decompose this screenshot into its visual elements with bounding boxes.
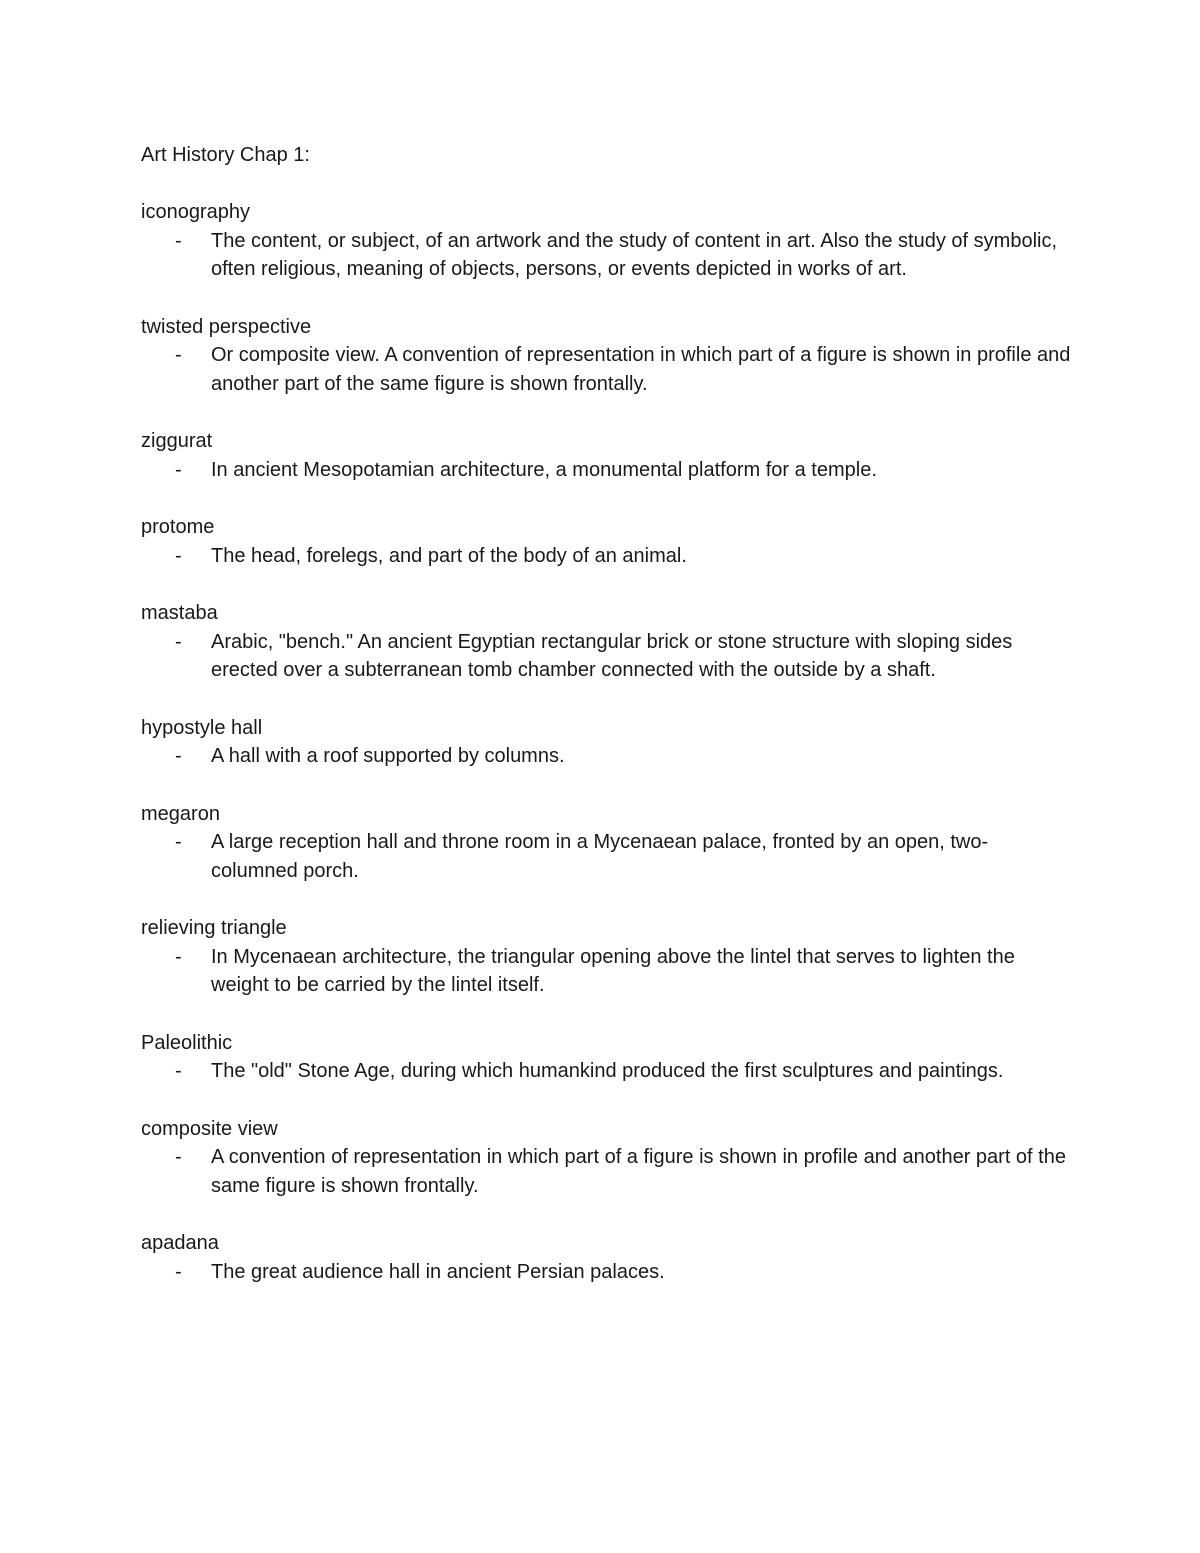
definition-row	[141, 628, 1071, 685]
glossary-term: composite view	[141, 1117, 278, 1140]
glossary-term: apadana	[141, 1232, 219, 1254]
dash-bullet: -	[175, 831, 182, 853]
glossary-term: Paleolithic	[141, 1031, 233, 1054]
dash-bullet: -	[175, 945, 182, 968]
glossary-term: relieving triangle	[141, 917, 287, 939]
definition-row	[141, 542, 1071, 571]
glossary-definition: Arabic, "bench." An ancient Egyptian rectangular brick or stone structure with sloping sides erected over a subterranean tomb chamber connected with the outside by a shaft.	[211, 630, 1013, 681]
glossary-definition: The content, or subject, of an artwork and the study of content in art. Also the study of symbolic, often religious, meaning of objects, persons, or events depicted in works of art.	[211, 229, 1058, 280]
glossary-term: twisted perspective	[141, 315, 312, 338]
dash-bullet: -	[175, 630, 182, 653]
glossary-term: iconography	[141, 201, 250, 223]
glossary-definition: The head, forelegs, and part of the body of an animal.	[211, 544, 687, 567]
glossary-entry	[141, 513, 1071, 570]
definition-row	[141, 943, 1071, 1000]
definition-row	[141, 1057, 1071, 1086]
glossary-term: megaron	[141, 802, 220, 825]
dash-bullet: -	[175, 229, 182, 252]
glossary-list	[141, 198, 1071, 1315]
glossary-entry	[141, 427, 1071, 484]
definition-row	[141, 742, 1071, 771]
glossary-entry	[141, 198, 1071, 284]
glossary-entry	[141, 714, 1071, 771]
glossary-term: protome	[141, 516, 215, 538]
definition-row	[141, 227, 1071, 284]
glossary-definition: The great audience hall in ancient Persian palaces.	[211, 1260, 665, 1283]
dash-bullet: -	[175, 1060, 182, 1082]
glossary-definition: The "old" Stone Age, during which humankind produced the first sculptures and paintings.	[211, 1060, 1004, 1082]
dash-bullet: -	[175, 344, 182, 366]
glossary-definition: A convention of representation in which part of a figure is shown in profile and another part of the same figure is shown frontally.	[211, 1146, 1066, 1197]
dash-bullet: -	[175, 1260, 182, 1283]
glossary-entry	[141, 914, 1071, 1000]
glossary-entry	[141, 599, 1071, 685]
glossary-entry	[141, 1029, 1071, 1086]
glossary-entry	[141, 800, 1071, 886]
glossary-entry	[141, 1229, 1071, 1286]
dash-bullet: -	[175, 544, 182, 567]
glossary-term: hypostyle hall	[141, 716, 263, 739]
glossary-definition: Or composite view. A convention of representation in which part of a figure is shown in profile and another part of the same figure is shown frontally.	[211, 344, 1071, 395]
dash-bullet: -	[175, 745, 182, 767]
glossary-definition: In ancient Mesopotamian architecture, a monumental platform for a temple.	[211, 458, 877, 481]
definition-row	[141, 456, 1071, 485]
glossary-definition: A hall with a roof supported by columns.	[211, 745, 565, 767]
definition-row	[141, 341, 1071, 398]
document-title: Art History Chap 1:	[141, 144, 310, 166]
glossary-term: mastaba	[141, 602, 218, 624]
glossary-definition: A large reception hall and throne room in a Mycenaean palace, fronted by an open, two-columned porch.	[211, 831, 989, 882]
glossary-entry	[141, 313, 1071, 399]
dash-bullet: -	[175, 1146, 182, 1168]
definition-row	[141, 1258, 1071, 1287]
glossary-definition: In Mycenaean architecture, the triangular opening above the lintel that serves to lighten the weight to be carried by the lintel itself.	[211, 945, 1015, 996]
glossary-term: ziggurat	[141, 430, 213, 452]
definition-row	[141, 828, 1071, 885]
dash-bullet: -	[175, 458, 182, 481]
definition-row	[141, 1143, 1071, 1200]
glossary-entry	[141, 1115, 1071, 1201]
